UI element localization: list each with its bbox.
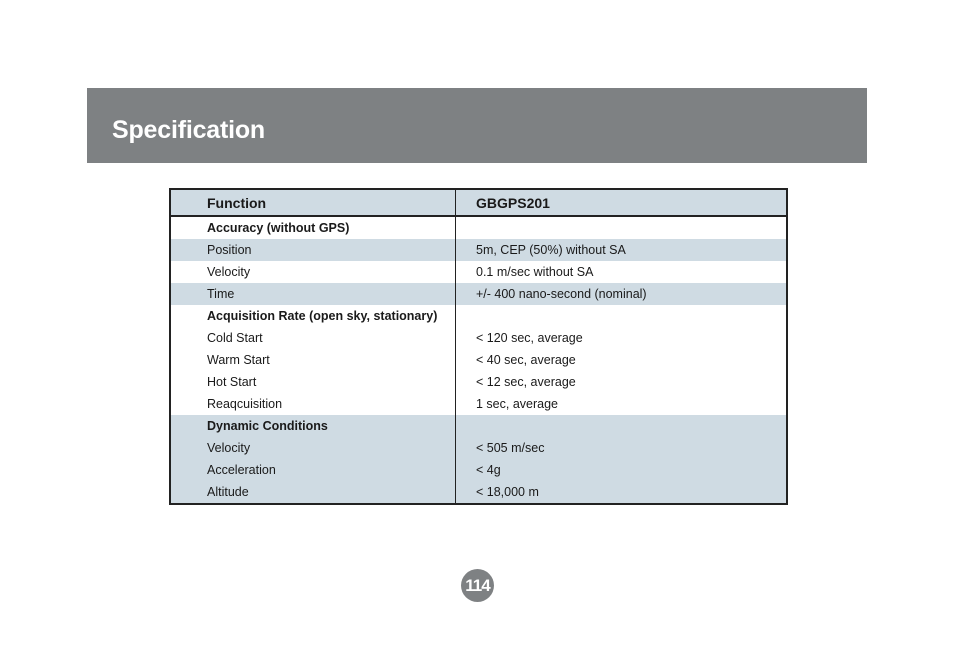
section-heading-cell: Accuracy (without GPS)	[170, 216, 456, 239]
value-cell: < 18,000 m	[456, 481, 788, 504]
spec-table-body	[170, 216, 787, 504]
function-cell: Velocity	[170, 261, 456, 283]
table-section-row	[170, 305, 787, 327]
table-row	[170, 349, 787, 371]
value-cell: +/- 400 nano-second (nominal)	[456, 283, 788, 305]
function-cell: Acceleration	[170, 459, 456, 481]
value-cell: 5m, CEP (50%) without SA	[456, 239, 788, 261]
table-row	[170, 261, 787, 283]
value-cell	[456, 415, 788, 437]
section-heading-cell: Dynamic Conditions	[170, 415, 456, 437]
value-cell: < 40 sec, average	[456, 349, 788, 371]
function-cell: Position	[170, 239, 456, 261]
value-cell: < 12 sec, average	[456, 371, 788, 393]
value-cell: < 505 m/sec	[456, 437, 788, 459]
table-section-row	[170, 415, 787, 437]
value-cell: 0.1 m/sec without SA	[456, 261, 788, 283]
table-row	[170, 283, 787, 305]
table-header-row	[170, 189, 787, 216]
page-title: Specification	[112, 116, 265, 144]
function-cell: Hot Start	[170, 371, 456, 393]
table-section-row	[170, 216, 787, 239]
table-row	[170, 327, 787, 349]
function-cell: Time	[170, 283, 456, 305]
value-cell: 1 sec, average	[456, 393, 788, 415]
column-header-function: Function	[170, 189, 456, 216]
function-cell: Reaqcuisition	[170, 393, 456, 415]
section-heading-cell: Acquisition Rate (open sky, stationary)	[170, 305, 456, 327]
table-row	[170, 437, 787, 459]
page-number-badge: 114	[461, 569, 494, 602]
column-header-model: GBGPS201	[456, 189, 788, 216]
table-row	[170, 481, 787, 504]
function-cell: Velocity	[170, 437, 456, 459]
header-bar	[87, 88, 867, 163]
value-cell	[456, 216, 788, 239]
function-cell: Altitude	[170, 481, 456, 504]
value-cell	[456, 305, 788, 327]
value-cell: < 120 sec, average	[456, 327, 788, 349]
table-row	[170, 239, 787, 261]
spec-table	[169, 188, 788, 505]
table-row	[170, 371, 787, 393]
value-cell: < 4g	[456, 459, 788, 481]
function-cell: Warm Start	[170, 349, 456, 371]
function-cell: Cold Start	[170, 327, 456, 349]
table-row	[170, 393, 787, 415]
table-row	[170, 459, 787, 481]
